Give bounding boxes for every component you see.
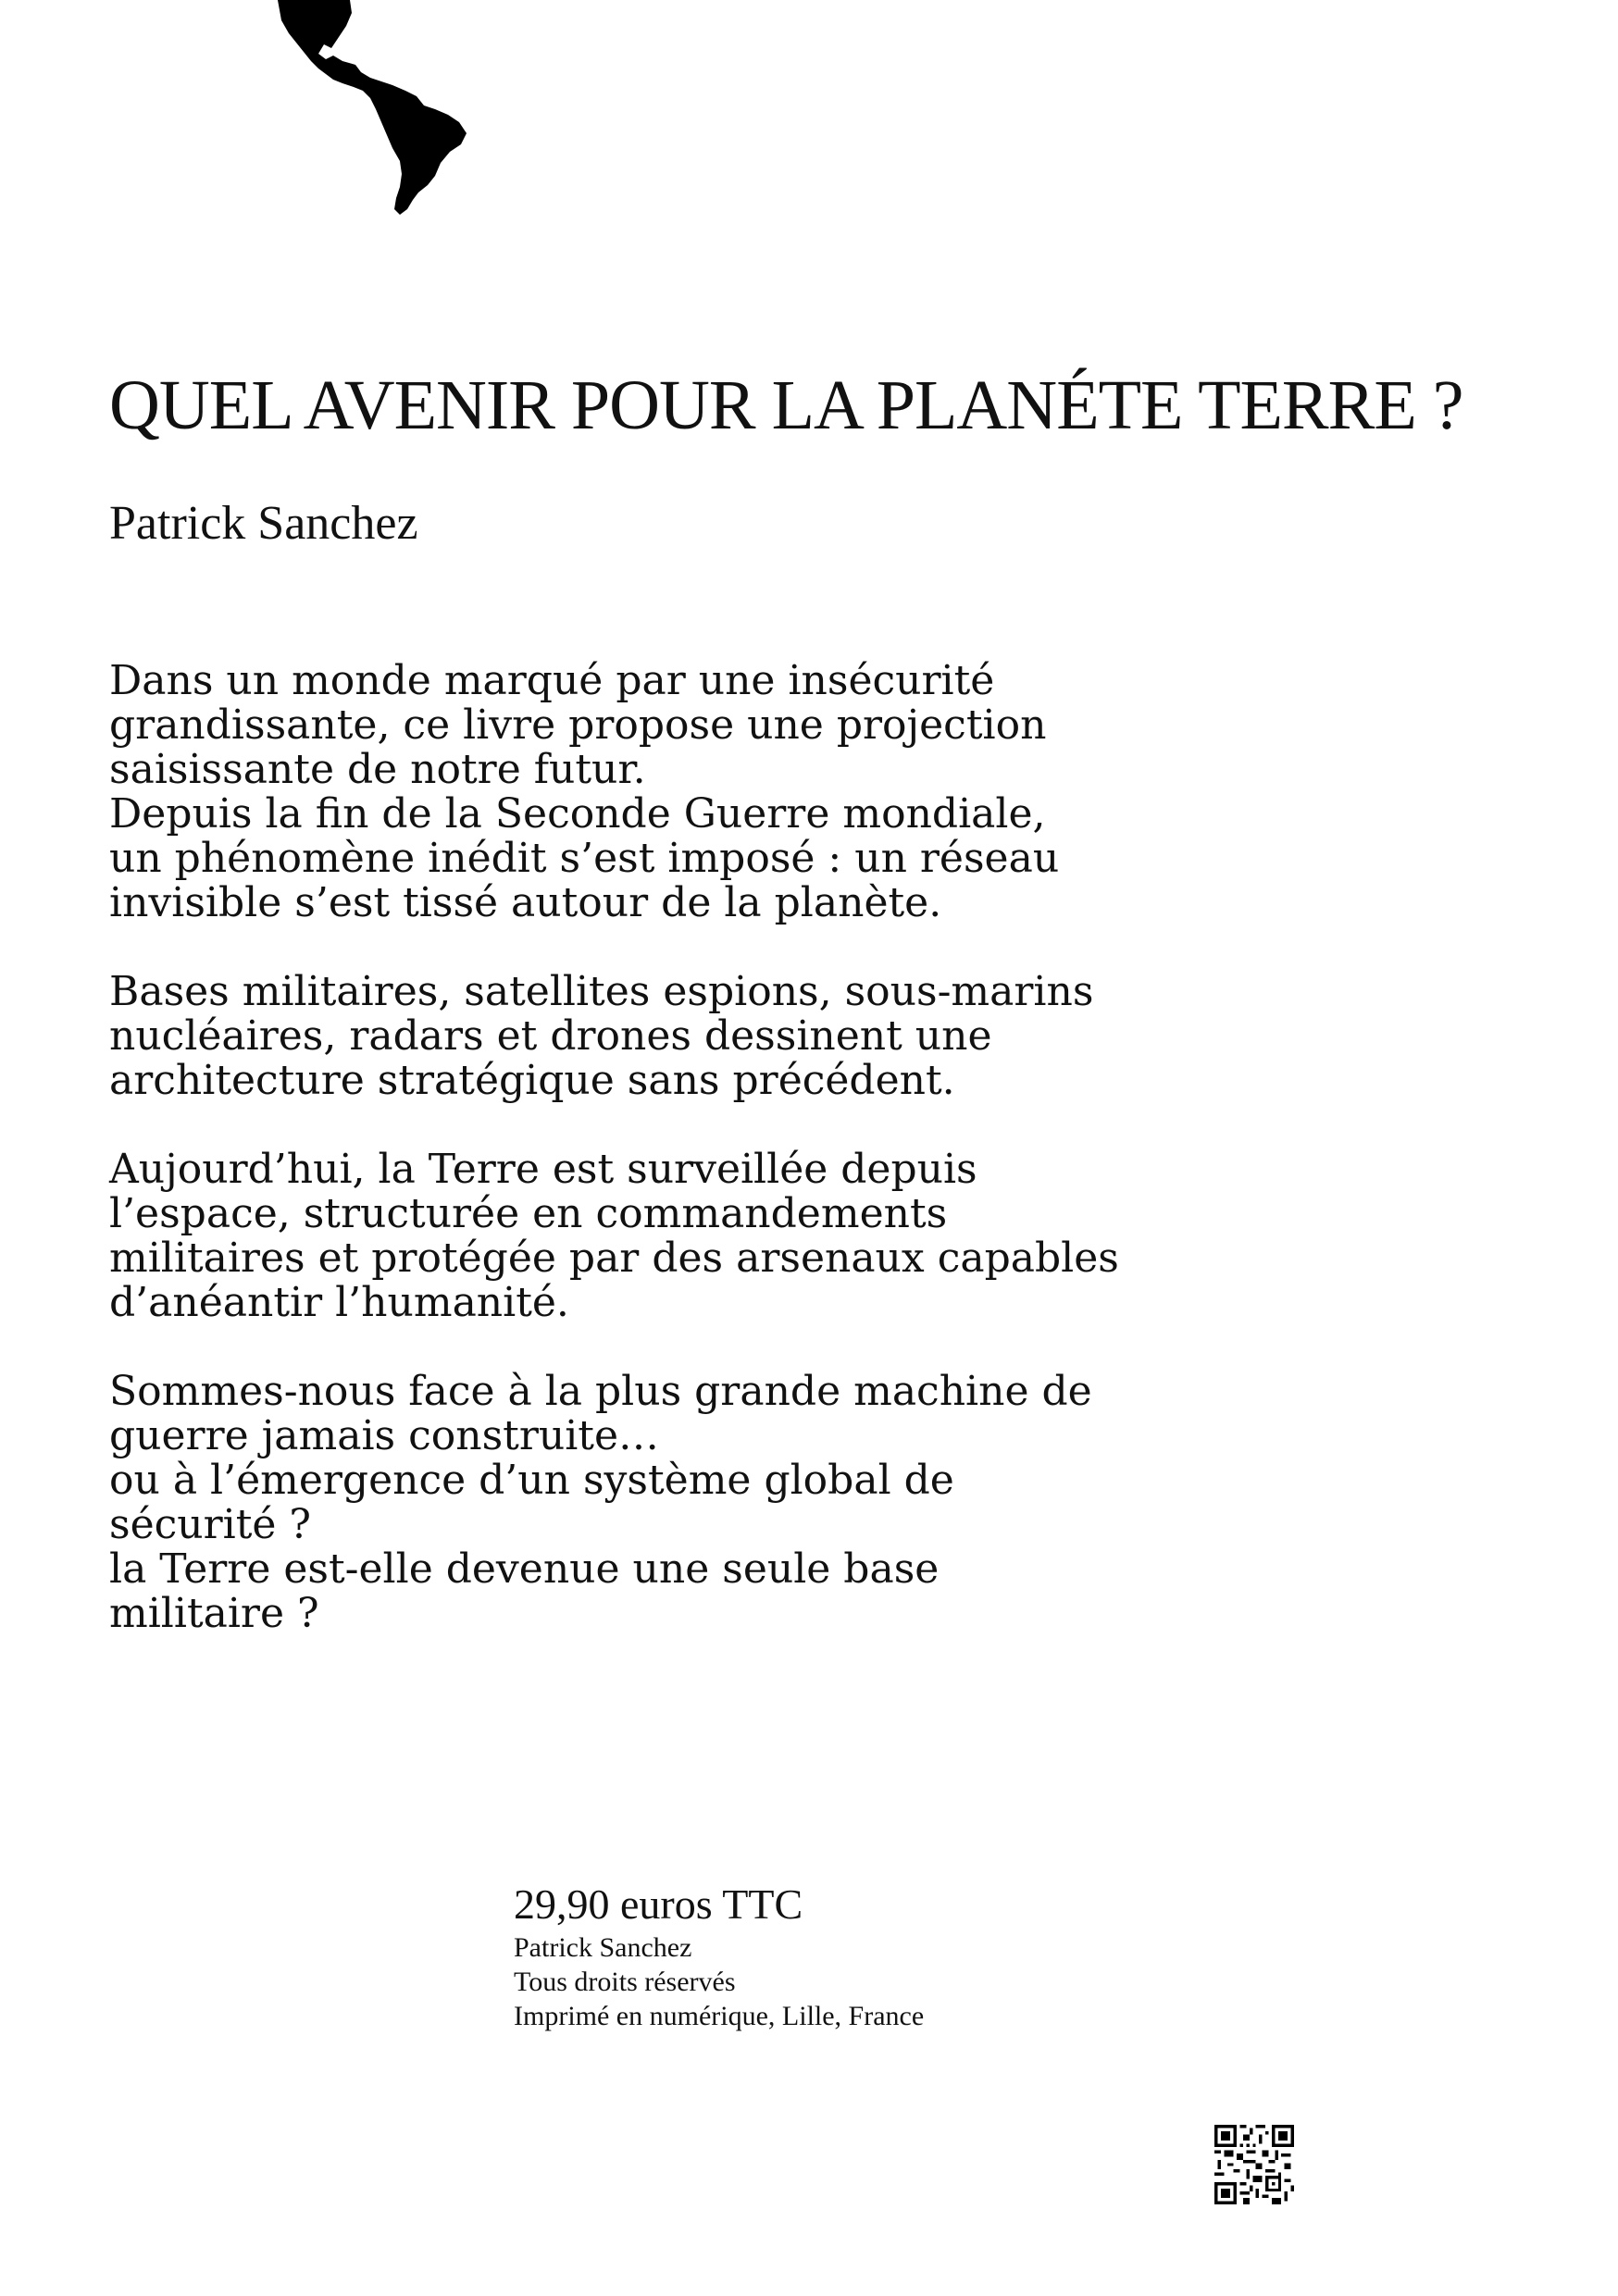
- author-name: Patrick Sanchez: [109, 497, 418, 550]
- blurb-line: d’anéantir l’humanité.: [109, 1279, 569, 1326]
- blurb-line: Sommes-nous face à la plus grande machine de: [109, 1368, 1092, 1415]
- blurb-line: un phénomène inédit s’est imposé : un réseau: [109, 835, 1060, 882]
- blurb-paragraph: [109, 1148, 1405, 1325]
- blurb-line: Depuis la fin de la Seconde Guerre mondiale,: [109, 790, 1046, 838]
- blurb-line: l’espace, structurée en commandements: [109, 1190, 948, 1237]
- blurb-line: Bases militaires, satellites espions, sous-marins: [109, 968, 1094, 1015]
- blurb-line: grandissante, ce livre propose une projection: [109, 701, 1047, 749]
- blurb-line: Dans un monde marqué par une insécurité: [109, 657, 995, 704]
- blurb-paragraph: [109, 1370, 1405, 1636]
- back-cover-blurb: [109, 659, 1405, 1681]
- blurb-line: saisissante de notre futur.: [109, 746, 646, 793]
- printing-notice: Imprimé en numérique, Lille, France: [514, 2001, 925, 2031]
- blurb-line: sécurité ?: [109, 1501, 312, 1548]
- americas-map-icon: [278, 0, 481, 217]
- blurb-line: ou à l’émergence d’un système global de: [109, 1457, 954, 1504]
- blurb-line: architecture stratégique sans précédent.: [109, 1057, 955, 1104]
- qr-code-icon[interactable]: [1214, 2125, 1294, 2204]
- colophon-author: Patrick Sanchez: [514, 1932, 692, 1963]
- blurb-paragraph: [109, 659, 1405, 925]
- blurb-paragraph: [109, 970, 1405, 1103]
- blurb-line: militaires et protégée par des arsenaux capables: [109, 1235, 1119, 1282]
- blurb-line: guerre jamais construite…: [109, 1412, 659, 1459]
- blurb-line: invisible s’est tissé autour de la planète.: [109, 879, 942, 926]
- blurb-line: la Terre est-elle devenue une seule base: [109, 1545, 940, 1593]
- blurb-line: Aujourd’hui, la Terre est surveillée depuis: [109, 1146, 977, 1193]
- price-label: 29,90 euros TTC: [514, 1880, 803, 1928]
- blurb-line: nucléaires, radars et drones dessinent une: [109, 1012, 992, 1060]
- rights-notice: Tous droits réservés: [514, 1967, 736, 1997]
- colophon: [514, 1879, 924, 2033]
- blurb-line: militaire ?: [109, 1590, 319, 1637]
- book-title: QUEL AVENIR POUR LA PLANÉTE TERRE ?: [109, 366, 1463, 444]
